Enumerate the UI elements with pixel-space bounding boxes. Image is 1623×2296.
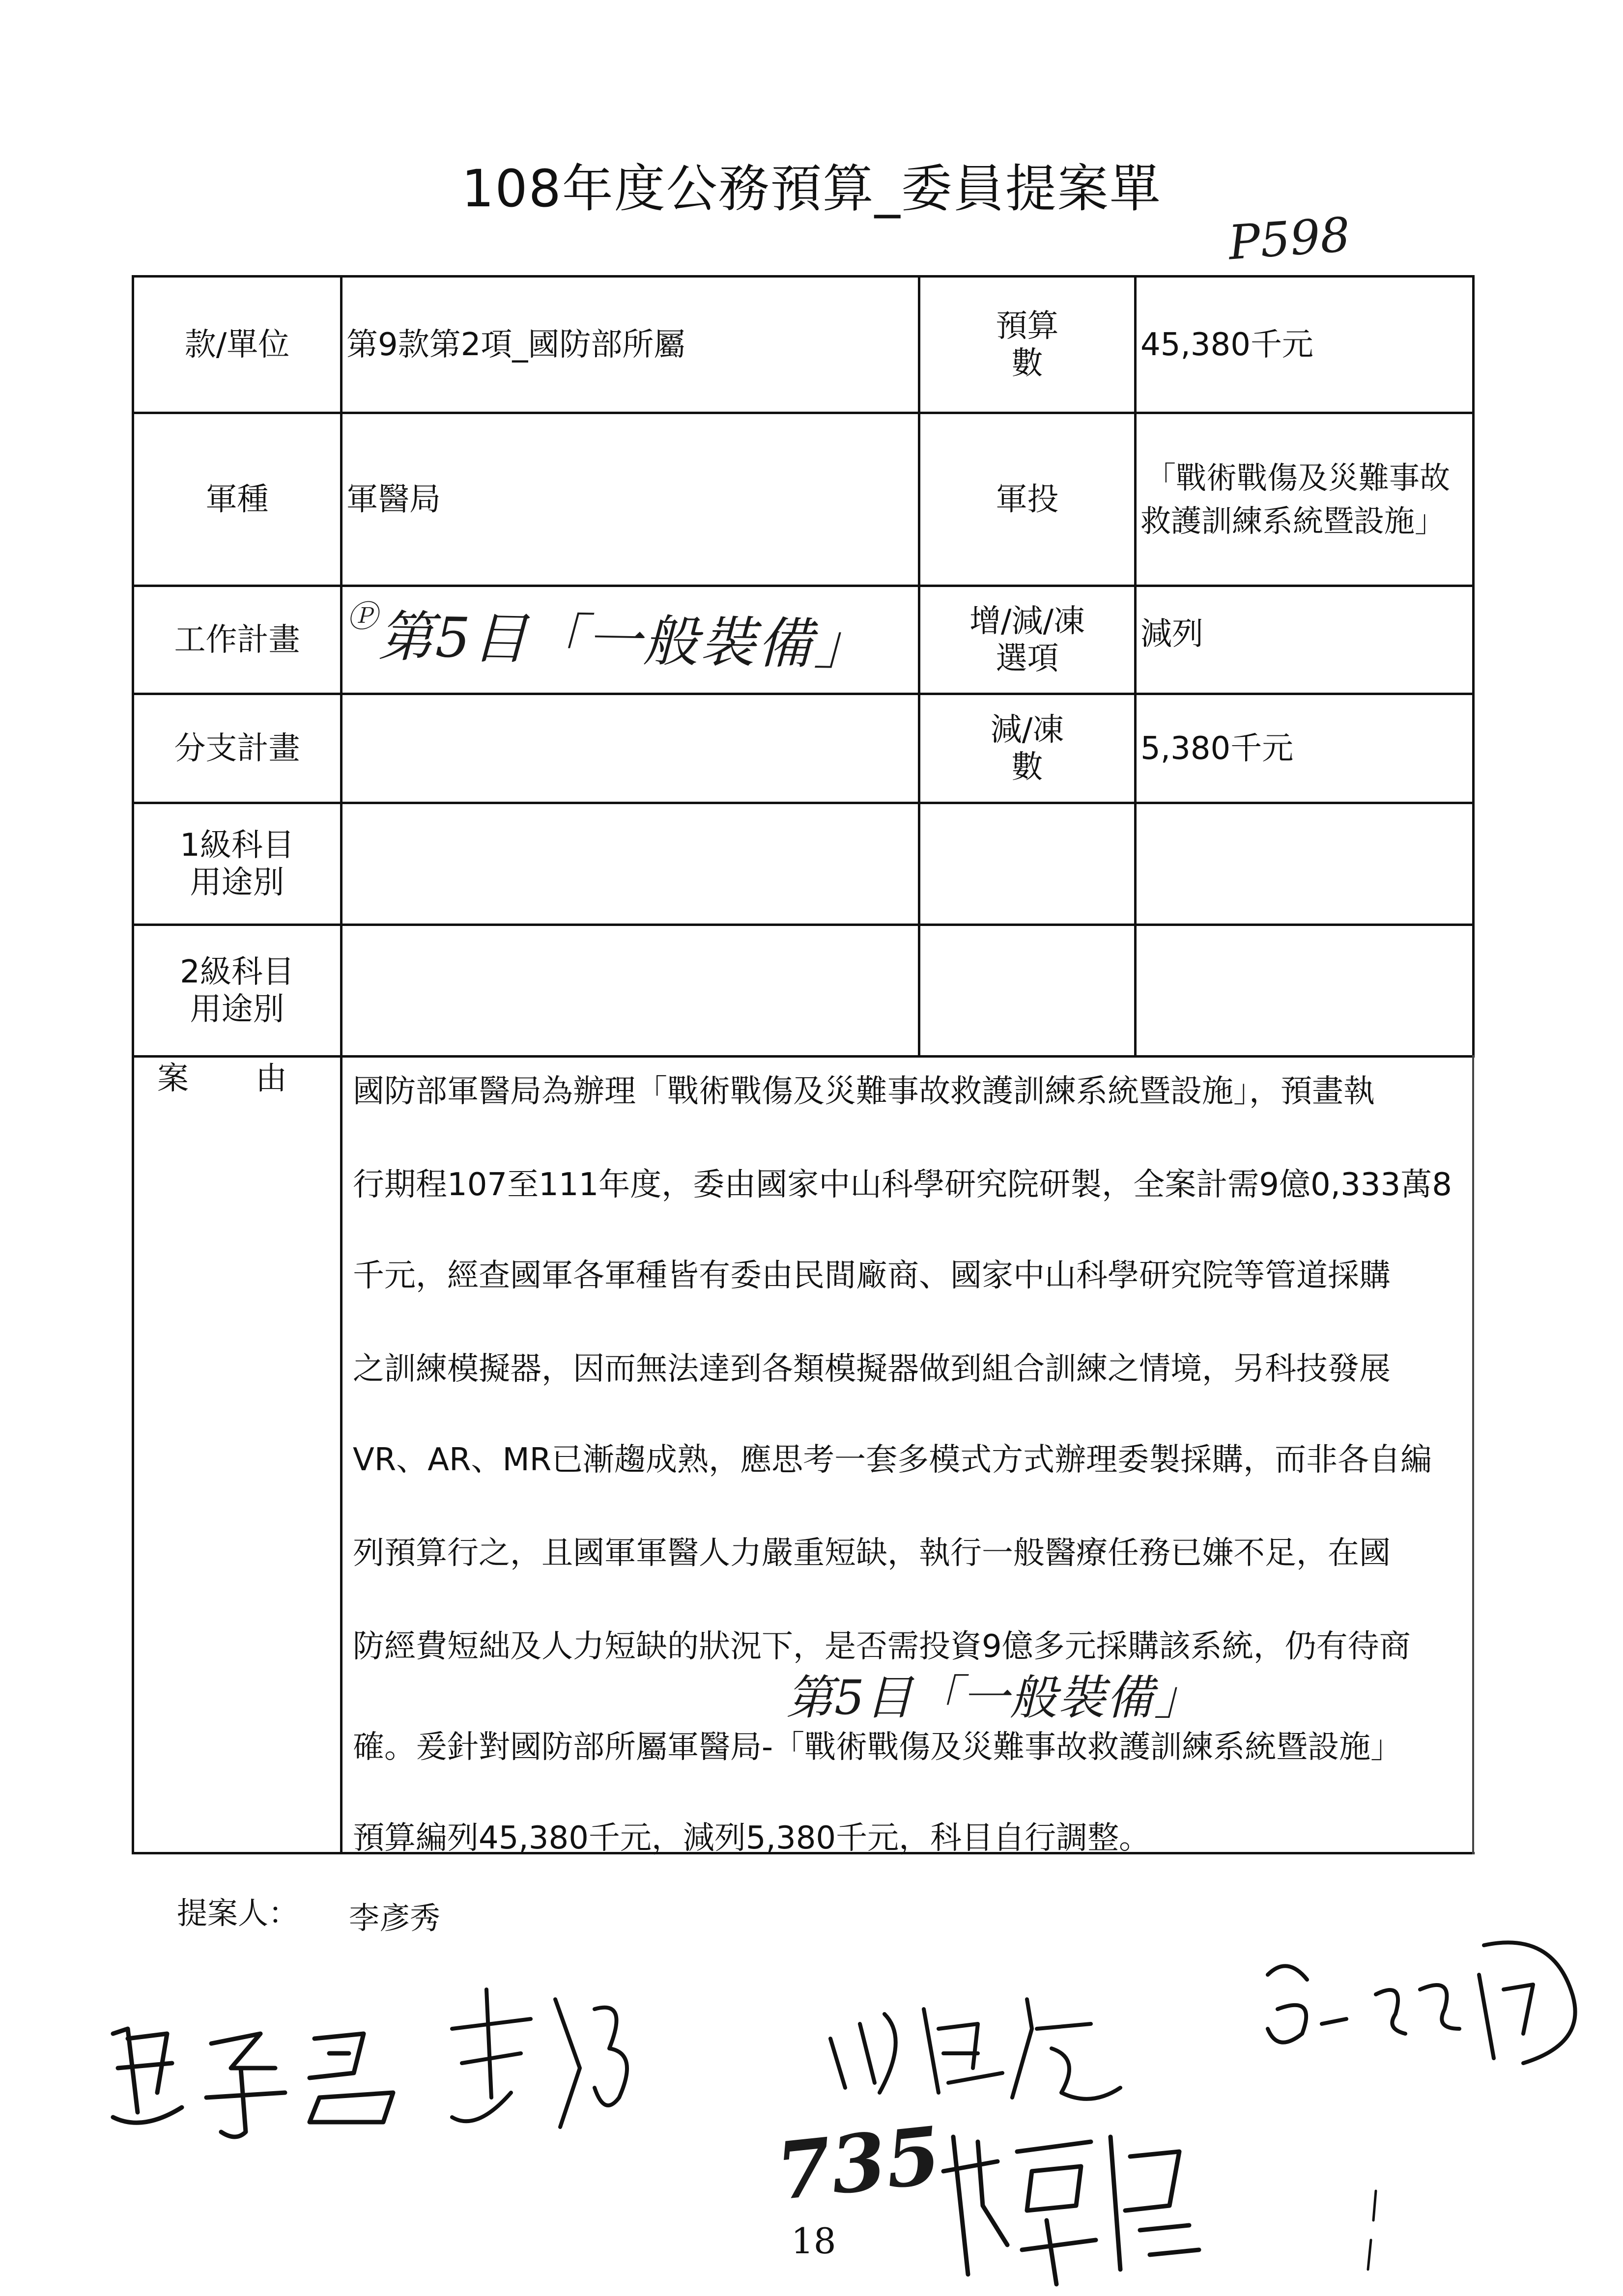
proposer-label: 提案人： (177, 1895, 299, 1931)
reason-label (157, 1060, 305, 1097)
level2-label-line1: 2級科目 (180, 953, 294, 990)
signature-4 (1248, 1935, 1602, 2095)
signature-mark (1356, 2181, 1386, 2281)
military-invest-value (1137, 414, 1472, 585)
reason-line: 列預算行之，且國軍軍醫人力嚴重短缺，執行一般醫療任務已嫌不足，在國 (353, 1535, 1391, 1571)
option-value: 減列 (1140, 616, 1203, 652)
reason-line: 千元，經查國軍各軍種皆有委由民間廠商、國家中山科學研究院等管道採購 (353, 1258, 1391, 1294)
unit-label: 款/單位 (184, 326, 290, 363)
reason-label-char2: 由 (256, 1061, 287, 1097)
budget-label (920, 278, 1134, 412)
reduce-label-line2: 數 (1011, 749, 1043, 785)
signature-5 (934, 2107, 1209, 2296)
reason-line: 國防部軍醫局為辦理「戰術戰傷及災難事故救護訓練系統暨設施」，預畫執 (353, 1073, 1375, 1110)
level1-label (134, 804, 340, 924)
unit-value: 第9款第2項_國防部所屬 (346, 326, 685, 363)
signature-1 (98, 1994, 413, 2154)
service-value: 軍醫局 (346, 481, 441, 518)
level1-label-line2: 用途別 (190, 864, 285, 901)
reason-inserted-note: 第5目「一般裝備」 (786, 1670, 1203, 1725)
option-label (920, 587, 1134, 693)
work-plan-handwritten: 第5目「一般裝備」 (377, 605, 872, 677)
level1-label-line1: 1級科目 (180, 827, 294, 864)
military-invest-label: 軍投 (996, 481, 1059, 518)
document-title: 108年度公務預算_委員提案單 (461, 159, 1162, 219)
proposer-name: 李彥秀 (349, 1900, 441, 1936)
signature-3 (816, 1970, 1160, 2119)
reason-line: VR、AR、MR已漸趨成熟，應思考一套多模式方式辦理委製採購，而非各自編 (353, 1442, 1432, 1478)
page-number: 18 (791, 2220, 836, 2262)
reason-line: 行期程107至111年度，委由國家中山科學研究院研製，全案計需9億0,333萬8 (353, 1167, 1452, 1203)
military-invest-line1: 「戰術戰傷及災難事故 (1145, 459, 1451, 496)
reason-line: 預算編列45,380千元，減列5,380千元，科目自行調整。 (353, 1820, 1151, 1856)
level2-label (134, 926, 340, 1055)
reduce-value: 5,380千元 (1140, 730, 1294, 767)
military-invest-line2: 救護訓練系統暨設施」 (1140, 503, 1446, 539)
level2-label-line2: 用途別 (190, 991, 285, 1028)
budget-label-line1: 預算 (996, 308, 1059, 344)
option-label-line2: 選項 (996, 640, 1059, 677)
option-label-line1: 增/減/凍 (969, 603, 1085, 640)
budget-value: 45,380千元 (1140, 326, 1313, 363)
reduce-label-line1: 減/凍 (990, 711, 1064, 748)
reason-line: 之訓練模擬器，因而無法達到各類模擬器做到組合訓練之情境，另科技發展 (353, 1351, 1391, 1387)
reason-label-char1: 案 (157, 1061, 189, 1097)
signature-2 (432, 1970, 663, 2149)
work-plan-mark: Ⓟ (347, 598, 378, 634)
page-ref-handwritten: P598 (1226, 207, 1352, 271)
work-plan-label: 工作計畫 (174, 621, 300, 658)
budget-label-line2: 數 (1011, 345, 1043, 382)
service-label: 軍種 (205, 481, 269, 518)
handwritten-number: 735 (772, 2109, 945, 2218)
reason-line: 防經費短絀及人力短缺的狀況下，是否需投資9億多元採購該系統，仍有待商 (353, 1628, 1411, 1665)
branch-plan-label: 分支計畫 (174, 730, 300, 767)
reason-line: 確。爰針對國防部所屬軍醫局-「戰術戰傷及災難事故救護訓練系統暨設施」 (353, 1729, 1402, 1765)
reduce-label (920, 695, 1134, 802)
